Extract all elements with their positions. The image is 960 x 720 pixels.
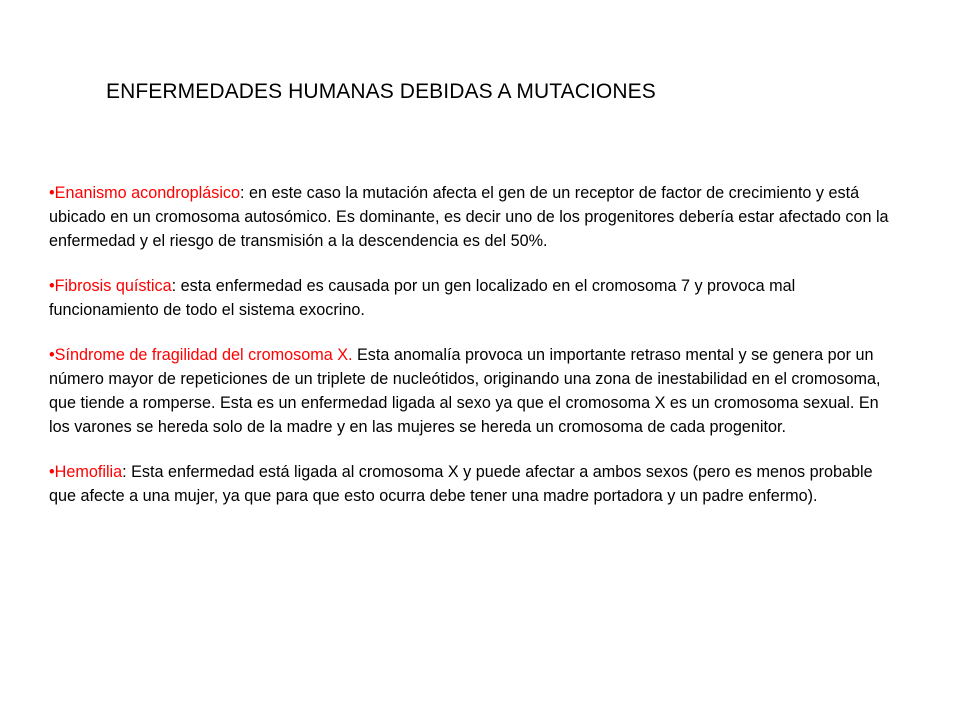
- description-hemophilia: : Esta enfermedad está ligada al cromosoma X y puede afectar a ambos sexos (pero es menos probable que afecte a una mujer, ya que para que esto ocurra debe tener una madre portadora y un padre enfermo).: [49, 463, 873, 505]
- term-hemophilia: •Hemofilia: [49, 463, 123, 481]
- list-item-achondroplasia: [49, 181, 894, 253]
- list-item-cystic-fibrosis: [49, 274, 894, 322]
- term-fragile-x: •Síndrome de fragilidad del cromosoma X.: [49, 346, 353, 364]
- description-fragile-x: Esta anomalía provoca un importante retraso mental y se genera por un número mayor de repeticiones de un triplete de nucleótidos, originando una zona de inestabilidad en el cromosoma, que tiende a romperse. Esta es un enfermedad ligada al sexo ya que el cromosoma X es un cromosoma sexual. En los varones se hereda solo de la madre y en las mujeres se hereda un cromosoma de cada progenitor.: [49, 346, 881, 436]
- slide-title: ENFERMEDADES HUMANAS DEBIDAS A MUTACIONES: [106, 80, 656, 103]
- description-achondroplasia: : en este caso la mutación afecta el gen de un receptor de factor de crecimiento y está ubicado en un cromosoma autosómico. Es dominante, es decir uno de los progenitores debería estar afectado con la enfermedad y el riesgo de transmisión a la descendencia es del 50%.: [49, 184, 889, 250]
- list-item-hemophilia: [49, 460, 894, 508]
- term-cystic-fibrosis: •Fibrosis quística: [49, 277, 172, 295]
- term-achondroplasia: •Enanismo acondroplásico: [49, 184, 241, 202]
- list-item-fragile-x: [49, 343, 894, 439]
- description-cystic-fibrosis: : esta enfermedad es causada por un gen localizado en el cromosoma 7 y provoca mal funcionamiento de todo el sistema exocrino.: [49, 277, 796, 319]
- disease-list: [49, 181, 894, 529]
